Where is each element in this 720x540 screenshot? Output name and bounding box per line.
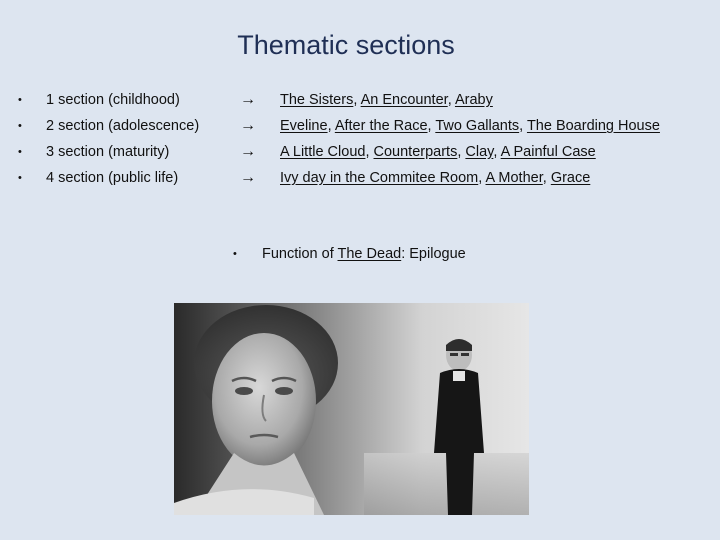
bullet: • <box>233 248 237 260</box>
story-link[interactable]: Grace <box>550 170 591 186</box>
epilogue-prefix: Function of <box>262 246 338 262</box>
arrow-icon: → <box>240 91 256 108</box>
story-link[interactable]: A Painful Case <box>500 144 596 160</box>
story-link[interactable]: After the Race <box>334 118 428 134</box>
story-link[interactable]: Clay <box>465 144 494 160</box>
story-list: The Sisters, An Encounter, Araby <box>280 92 493 108</box>
slide-title: Thematic sections <box>237 30 455 60</box>
arrow-icon: → <box>240 143 256 160</box>
story-list: Eveline, After the Race, Two Gallants, The Boarding House <box>280 118 660 134</box>
story-link[interactable]: Araby <box>454 92 493 108</box>
story-link[interactable]: Counterparts <box>373 144 458 160</box>
arrow-icon: → <box>240 169 256 186</box>
epilogue-suffix: : Epilogue <box>401 246 466 262</box>
story-link[interactable]: Two Gallants <box>435 118 520 134</box>
epilogue-text <box>262 244 466 264</box>
story-link[interactable]: Ivy day in the Commitee Room <box>280 170 479 186</box>
story-link[interactable]: A Mother <box>485 170 543 186</box>
story-link[interactable]: Eveline <box>280 118 328 134</box>
section-label: 3 section (maturity) <box>46 144 170 160</box>
story-link[interactable]: A Little Cloud <box>280 144 366 160</box>
story-list: Ivy day in the Commitee Room, A Mother, Grace <box>280 170 591 186</box>
bullet: • <box>18 120 22 132</box>
section-label: 2 section (adolescence) <box>46 118 200 134</box>
story-link[interactable]: The Sisters <box>280 92 354 108</box>
story-link[interactable]: The Dead <box>337 246 402 262</box>
bullet: • <box>18 94 22 106</box>
story-list: A Little Cloud, Counterparts, Clay, A Painful Case <box>280 144 596 160</box>
story-link[interactable]: The Boarding House <box>526 118 660 134</box>
bullet: • <box>18 146 22 158</box>
bullet: • <box>18 172 22 184</box>
story-link[interactable]: An Encounter <box>360 92 448 108</box>
photo-collage-image <box>174 303 529 515</box>
section-label: 1 section (childhood) <box>46 92 180 108</box>
arrow-icon: → <box>240 117 256 134</box>
photo-collage <box>174 303 529 515</box>
section-label: 4 section (public life) <box>46 170 179 186</box>
